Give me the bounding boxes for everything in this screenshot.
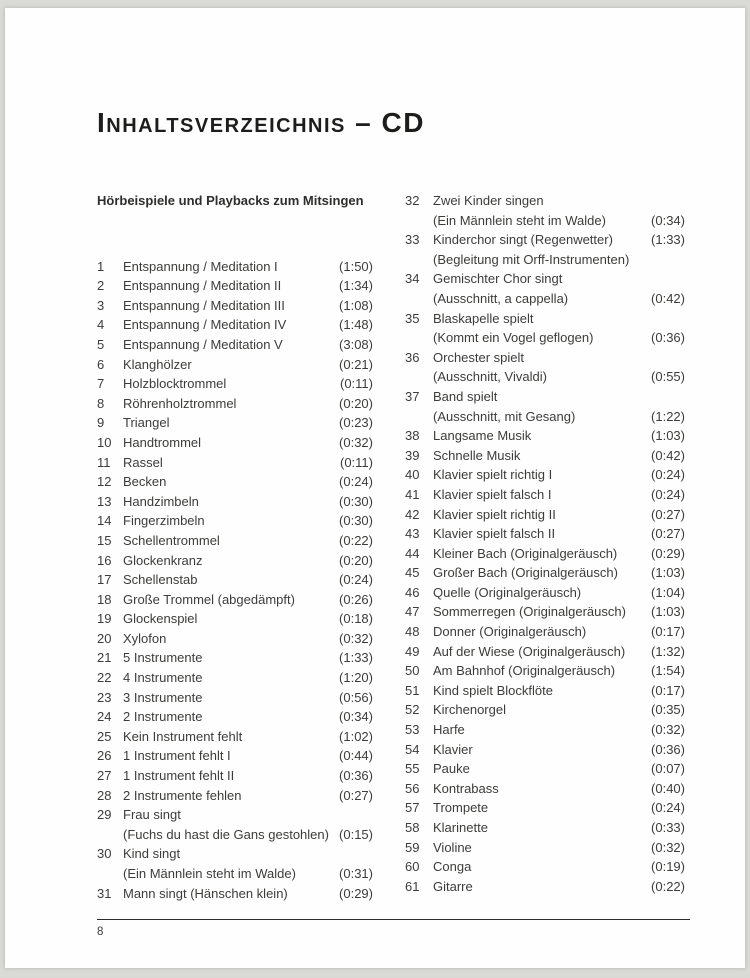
track-row [405,642,685,662]
track-number: 49 [405,643,420,659]
track-title: Donner (Originalgeräusch) [433,624,587,640]
track-title: (Ein Männlein steht im Walde) [123,866,296,881]
track-number: 53 [405,722,420,738]
track-number: 7 [97,376,105,392]
track-row [97,825,373,845]
track-duration: (0:11) [340,376,373,392]
track-number: 35 [405,310,420,326]
track-row [405,700,685,720]
track-duration: (0:55) [651,369,685,385]
track-row [405,544,685,564]
footer-rule [97,919,690,938]
track-row [405,740,685,760]
track-row [97,844,373,864]
track-number: 11 [97,454,111,470]
track-duration: (0:27) [651,526,685,542]
track-row [405,230,685,250]
track-number: 25 [97,728,112,744]
track-number: 8 [97,395,105,411]
track-row [97,786,373,806]
track-row [97,864,373,884]
track-duration: (0:42) [651,447,685,463]
track-duration: (0:36) [651,741,685,757]
track-title: Orchester spielt [433,349,525,365]
track-title: Gemischter Chor singt [433,271,563,287]
track-number: 3 [97,297,105,313]
track-title: Triangel [123,415,170,431]
track-duration: (0:11) [340,454,373,470]
track-row [97,413,373,433]
track-title: Kein Instrument fehlt [123,728,243,744]
track-row [405,622,685,642]
page-number: 8 [97,926,104,938]
track-duration: (0:56) [339,689,373,705]
track-number: 61 [405,878,420,894]
track-title: Becken [123,474,167,490]
track-duration: (0:44) [339,748,373,764]
track-row [405,798,685,818]
track-title: Klavier spielt falsch I [433,486,552,502]
track-duration: (0:23) [339,415,373,431]
track-title: 1 Instrument fehlt II [123,768,235,784]
track-title: Trompete [433,800,489,816]
track-rows-right [405,191,685,896]
track-title: Sommerregen (Originalgeräusch) [433,604,626,620]
track-duration: (0:34) [339,709,373,725]
track-duration: (0:17) [651,682,685,698]
track-title: Harfe [433,722,465,738]
track-title: Röhrenholztrommel [123,395,237,411]
track-duration: (0:21) [339,356,373,372]
track-row [405,426,685,446]
track-number [405,289,433,309]
track-number [405,328,433,348]
track-title: Kleiner Bach (Originalgeräusch) [433,545,618,561]
track-title: Rassel [123,454,163,470]
track-duration: (0:32) [339,434,373,450]
track-title: Kontrabass [433,780,499,796]
track-title: Entspannung / Meditation IV [123,317,287,333]
page-content [5,8,745,903]
track-row [97,394,373,414]
track-duration: (0:36) [339,768,373,784]
track-number: 1 [97,258,105,274]
track-number: 16 [97,552,112,568]
document-page [5,8,745,968]
track-duration: (0:32) [651,839,685,855]
track-title: Pauke [433,761,470,777]
track-title: Conga [433,859,472,875]
track-row [405,838,685,858]
track-row [97,453,373,473]
track-title: Klavier spielt richtig I [433,467,553,483]
track-title: Frau singt [123,807,181,823]
track-number: 40 [405,467,420,483]
track-row [405,720,685,740]
track-title: Mann singt (Hänschen klein) [123,885,288,901]
track-title: Kind spielt Blockflöte [433,682,553,698]
track-row [405,583,685,603]
track-row [97,805,373,825]
track-row [97,688,373,708]
track-number: 28 [97,787,112,803]
page-title: Inhaltsverzeichnis – CD [97,107,425,138]
track-title: 2 Instrumente fehlen [123,787,242,803]
track-row [97,433,373,453]
track-duration: (0:32) [339,630,373,646]
track-title: Entspannung / Meditation I [123,258,278,274]
track-number: 50 [405,663,420,679]
track-number: 36 [405,349,420,365]
track-title: Entspannung / Meditation V [123,336,283,352]
track-row [405,857,685,877]
track-duration: (0:24) [651,467,685,483]
track-number: 33 [405,232,420,248]
track-row [97,727,373,747]
track-row [405,407,685,427]
track-title: Klanghölzer [123,356,192,372]
track-row [405,485,685,505]
track-number: 43 [405,526,420,542]
track-duration: (0:33) [651,820,685,835]
track-number: 20 [97,630,112,646]
track-row [405,759,685,779]
track-duration: (0:29) [339,885,373,901]
track-number: 45 [405,565,420,581]
track-title: Handzimbeln [123,493,199,509]
track-row [405,446,685,466]
track-duration: (0:34) [651,212,685,228]
track-row [405,211,685,231]
track-duration: (0:17) [651,624,685,640]
track-duration: (1:33) [651,232,685,248]
track-duration: (1:02) [339,728,373,744]
track-number [405,250,433,270]
track-title: 2 Instrumente [123,709,203,725]
track-row [405,269,685,289]
track-number: 30 [97,846,112,862]
track-duration: (0:42) [651,290,685,306]
track-title: Auf der Wiese (Originalgeräusch) [433,643,626,659]
track-duration: (0:31) [339,866,373,881]
track-row [97,551,373,571]
track-number: 51 [405,682,420,698]
track-number: 39 [405,447,420,463]
track-duration: (1:03) [651,428,685,444]
track-row [405,818,685,838]
track-duration: (1:48) [339,317,373,333]
track-row [405,779,685,799]
track-number: 15 [97,532,112,548]
track-duration: (1:32) [651,643,685,659]
track-row [405,250,685,270]
track-title: Kirchenorgel [433,702,506,718]
track-title: 5 Instrumente [123,650,203,666]
track-title: Gitarre [433,878,473,894]
track-duration: (0:15) [339,826,373,842]
track-title: Großer Bach (Originalgeräusch) [433,565,618,581]
track-rows-left [97,257,373,904]
track-number: 54 [405,741,420,757]
track-number [97,864,123,884]
track-number: 38 [405,428,420,444]
track-number: 55 [405,761,420,777]
track-duration: (0:22) [339,532,373,548]
track-column-right [405,191,685,903]
track-number: 23 [97,689,112,705]
track-number: 18 [97,591,112,607]
track-row [97,531,373,551]
track-duration: (1:03) [651,604,685,620]
track-number [97,825,123,845]
track-duration: (0:30) [339,513,373,529]
track-title: Band spielt [433,388,498,404]
track-row [97,746,373,766]
track-row [97,315,373,335]
track-number: 58 [405,820,420,835]
track-row [97,884,373,904]
track-number: 52 [405,702,420,718]
track-title: Zwei Kinder singen [433,193,544,208]
track-row [97,355,373,375]
track-duration: (0:18) [339,611,373,627]
track-row [405,524,685,544]
track-row [405,191,685,211]
track-row [405,348,685,368]
track-row [97,335,373,355]
track-title: 4 Instrumente [123,670,203,686]
track-duration: (0:32) [651,722,685,738]
track-duration: (1:03) [651,565,685,581]
track-title: (Fuchs du hast die Gans gestohlen) [123,826,329,842]
section-header: Hörbeispiele und Playbacks zum Mitsingen [97,193,364,208]
track-title: Blaskapelle spielt [433,310,534,326]
track-number: 57 [405,800,420,816]
track-number: 2 [97,278,105,294]
track-duration: (0:24) [651,800,685,816]
track-duration: (3:08) [339,336,373,352]
track-duration: (0:24) [339,572,373,588]
track-title: Große Trommel (abgedämpft) [123,591,295,607]
track-number: 6 [97,356,105,372]
track-title: (Ausschnitt, mit Gesang) [433,408,576,424]
track-row [405,289,685,309]
track-duration: (0:30) [339,493,373,509]
track-number: 32 [405,193,420,208]
track-row [405,367,685,387]
track-duration: (1:34) [339,278,373,294]
track-title: Schellenstab [123,572,198,588]
track-number [405,407,433,427]
track-row [97,629,373,649]
track-number: 59 [405,839,420,855]
track-duration: (0:20) [339,395,373,411]
track-duration: (0:40) [651,780,685,796]
track-number: 14 [97,513,112,529]
track-title: Holzblocktrommel [123,376,227,392]
track-title: Schellentrommel [123,532,220,548]
track-duration: (0:27) [651,506,685,522]
track-row [97,707,373,727]
track-number: 26 [97,748,112,764]
track-duration: (0:26) [339,591,373,607]
track-row [97,492,373,512]
track-row [97,296,373,316]
track-number: 47 [405,604,420,620]
track-row [405,309,685,329]
track-duration: (1:33) [339,650,373,666]
track-duration: (1:50) [339,258,373,274]
track-number: 31 [97,885,112,901]
track-number: 13 [97,493,112,509]
track-title: Am Bahnhof (Originalgeräusch) [433,663,616,679]
track-number: 46 [405,584,420,600]
track-row [97,668,373,688]
track-row [405,877,685,897]
track-row [97,766,373,786]
track-number: 27 [97,768,112,784]
track-row [97,257,373,277]
track-duration: (1:04) [651,584,685,600]
track-title: Xylofon [123,630,167,646]
track-duration: (0:36) [651,330,685,346]
track-title: Violine [433,839,472,855]
track-row [97,590,373,610]
track-row [405,465,685,485]
track-number: 34 [405,271,420,287]
track-title: Glockenkranz [123,552,203,568]
track-duration: (0:27) [339,787,373,803]
track-title: Glockenspiel [123,611,198,627]
track-row [97,276,373,296]
track-duration: (0:24) [339,474,373,490]
track-title: 1 Instrument fehlt I [123,748,231,764]
track-column-left [97,191,373,903]
track-title: Klavier spielt richtig II [433,506,556,522]
track-number: 48 [405,624,420,640]
track-row [97,511,373,531]
track-number: 44 [405,545,420,561]
track-title: (Ausschnitt, Vivaldi) [433,369,547,385]
track-title: Handtrommel [123,434,202,450]
track-number: 19 [97,611,112,627]
track-number: 29 [97,807,112,823]
track-title: Fingerzimbeln [123,513,205,529]
track-title: Kinderchor singt (Regenwetter) [433,232,613,248]
track-row [97,570,373,590]
track-number: 10 [97,434,112,450]
track-number: 56 [405,780,420,796]
track-duration: (0:07) [651,761,685,777]
track-duration: (0:29) [651,545,685,561]
track-duration: (0:20) [339,552,373,568]
track-title: Kind singt [123,846,181,862]
track-row [97,472,373,492]
track-columns [97,191,690,903]
track-title: (Ausschnitt, a cappella) [433,290,569,306]
track-row [405,661,685,681]
track-row [405,563,685,583]
track-title: Klavier spielt falsch II [433,526,556,542]
track-duration: (1:20) [339,670,373,686]
track-number: 42 [405,506,420,522]
track-title: Quelle (Originalgeräusch) [433,584,582,600]
track-number: 37 [405,388,420,404]
track-title: Entspannung / Meditation II [123,278,282,294]
track-number: 22 [97,670,112,686]
track-duration: (1:08) [339,297,373,313]
track-duration: (0:35) [651,702,685,718]
track-duration: (1:22) [651,408,685,424]
track-title: (Kommt ein Vogel geflogen) [433,330,594,346]
track-title: Entspannung / Meditation III [123,297,285,313]
track-number: 12 [97,474,112,490]
track-title: Klavier [433,741,473,757]
track-title: (Begleitung mit Orff-Instrumenten) [433,251,630,267]
track-row [97,648,373,668]
track-row [405,387,685,407]
track-number: 24 [97,709,112,725]
track-title: Schnelle Musik [433,447,521,463]
track-number: 9 [97,415,105,431]
track-row [405,328,685,348]
track-number: 60 [405,859,420,875]
track-row [405,505,685,525]
track-row [405,681,685,701]
track-number: 5 [97,336,105,352]
track-row [405,602,685,622]
track-title: 3 Instrumente [123,689,203,705]
track-duration: (0:22) [651,878,685,894]
track-title: Langsame Musik [433,428,532,444]
track-duration: (0:19) [651,859,685,875]
track-row [97,609,373,629]
track-number: 41 [405,486,420,502]
track-row [97,374,373,394]
track-number: 17 [97,572,112,588]
track-number [405,367,433,387]
track-title: Klarinette [433,820,488,835]
track-duration: (1:54) [651,663,685,679]
track-number [405,211,433,231]
track-title: (Ein Männlein steht im Walde) [433,212,606,228]
track-number: 21 [97,650,112,666]
track-duration: (0:24) [651,486,685,502]
track-number: 4 [97,317,105,333]
